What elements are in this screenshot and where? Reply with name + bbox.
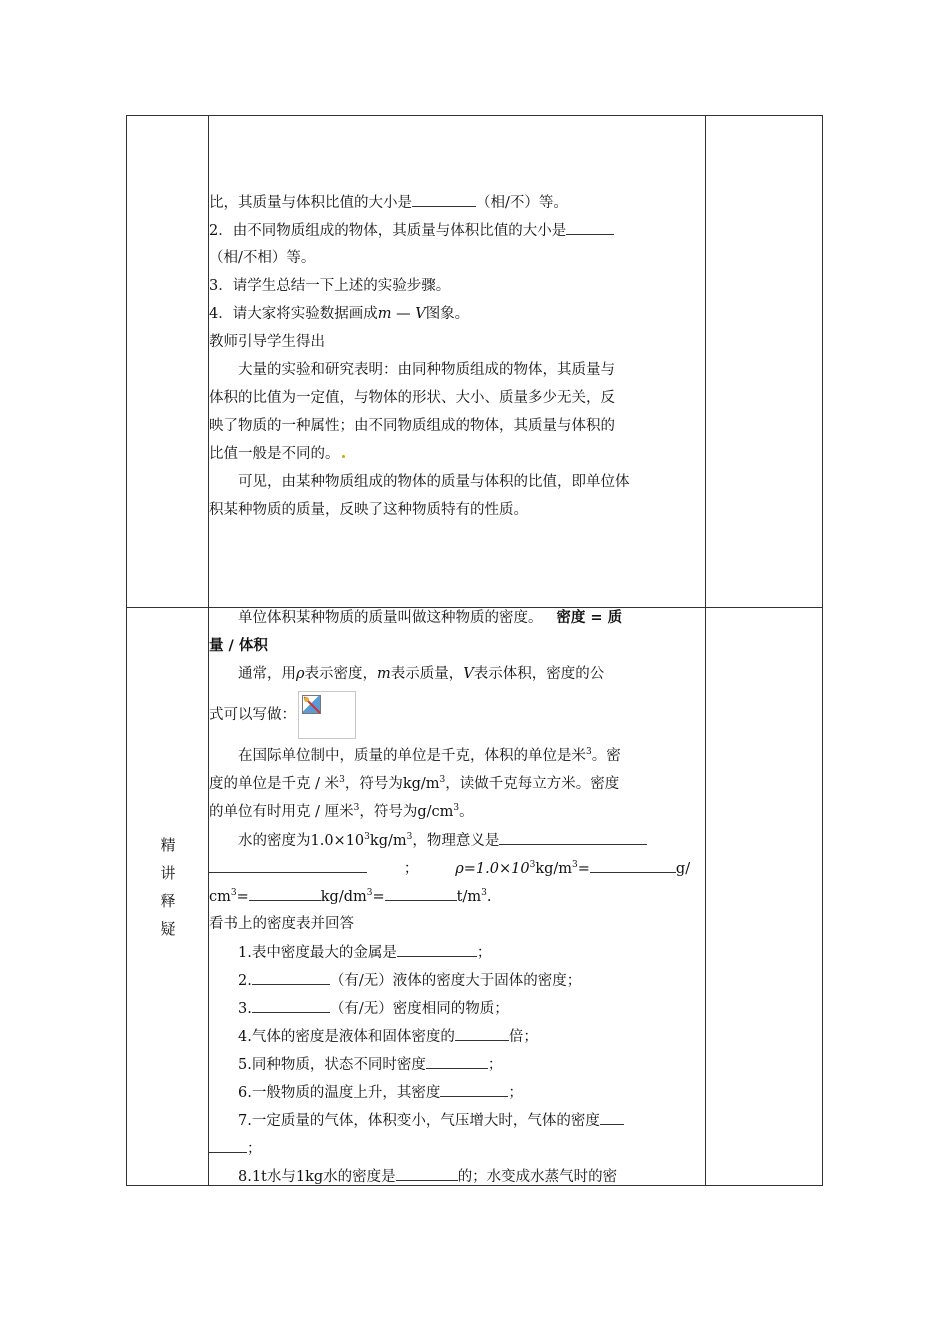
question-2: 2. （有/无）液体的密度大于固体的密度；	[209, 966, 705, 994]
row1-line-11: 可见，由某种物质组成的物体的质量与体积的比值，即单位体	[238, 474, 630, 490]
question-8: 8.1t水与1kg水的密度是 的；水变成水蒸气时的密	[209, 1162, 705, 1190]
lesson-table	[126, 115, 823, 1186]
question-6: 6.一般物质的温度上升，其密度 ；	[209, 1078, 705, 1106]
fill-blank[interactable]	[412, 188, 476, 207]
row1-line-9: 映了物质的一种属性；由不同物质组成的物体，其质量与体积的	[209, 418, 615, 434]
fill-blank[interactable]	[499, 826, 647, 845]
question-7: 7.一定质量的气体，体积变小，气压增大时，气体的密度	[209, 1106, 705, 1134]
fill-blank[interactable]	[252, 994, 330, 1013]
question-5: 5.同种物质，状态不同时密度 ；	[209, 1050, 705, 1078]
water-density-line-1: 水的密度为$1.0\times 10^3kg/m^3$，物理意义是	[209, 826, 705, 854]
row1-line-1: 比，其质量与体积比值的大小是 （相/不）等。	[209, 188, 705, 216]
definition-line-2: 量 / 体积	[209, 638, 268, 654]
fill-blank[interactable]	[455, 1022, 509, 1041]
question-4: 4.气体的密度是液体和固体密度的 倍；	[209, 1022, 705, 1050]
row1-line-2: 2．由不同物质组成的物体，其质量与体积比值的大小是	[209, 216, 705, 244]
column-divider-right	[705, 116, 706, 1185]
symbols-line: 通常，用ρ表示密度，m表示质量，V表示体积，密度的公	[238, 666, 605, 682]
fill-blank[interactable]	[209, 1134, 247, 1153]
dot-mark	[342, 455, 345, 458]
row1-line-10: 比值一般是不同的。	[209, 440, 705, 468]
water-density-line-2: ； $\rho=1.0\times 10^3kg/m^3= g/$	[209, 854, 705, 882]
fill-blank[interactable]	[397, 938, 477, 957]
fill-blank[interactable]	[252, 966, 330, 985]
row1-line-3: （相/不相）等。	[209, 250, 316, 266]
units-line-3: 的单位有时用克 / 厘米$^3$，符号为$g/cm^3$。	[209, 803, 474, 820]
section-label: 精 讲 释 疑	[160, 836, 176, 938]
units-line-2: 度的单位是千克 / 米$^3$，符号为$kg/m^3$，读做千克每立方米。密度	[209, 775, 620, 792]
row1-line-12: 积某种物质的质量，反映了这种物质特有的性质。	[209, 502, 528, 518]
units-line-1: 在国际单位制中，质量的单位是千克，体积的单位是米$^3$。密	[238, 747, 621, 764]
fill-blank[interactable]	[385, 882, 457, 901]
row2-content	[209, 604, 705, 1190]
row1-line-4: 3．请学生总结一下上述的实验步骤。	[209, 278, 451, 294]
question-1: 1.表中密度最大的金属是 ；	[209, 938, 705, 966]
row1-line-5: 4．请大家将实验数据画成m — V图象。	[209, 306, 470, 322]
fill-blank[interactable]	[209, 854, 367, 873]
definition-line-1: 单位体积某种物质的质量叫做这种物质的密度。 密度 = 质	[238, 610, 623, 626]
formula-image-icon	[298, 691, 356, 739]
row1-line-7: 大量的实验和研究表明：由同种物质组成的物体，其质量与	[238, 362, 615, 378]
density-table-prompt: 看书上的密度表并回答	[209, 916, 354, 932]
fill-blank[interactable]	[566, 216, 614, 235]
question-7-cont: ；	[209, 1134, 705, 1162]
water-density-line-3: $cm^3= kg/dm^3= t/m^3$.	[209, 882, 705, 910]
fill-blank[interactable]	[600, 1106, 624, 1125]
fill-blank[interactable]	[396, 1162, 458, 1181]
row1-line-8: 体积的比值为一定值，与物体的形状、大小、质量多少无关，反	[209, 390, 615, 406]
fill-blank[interactable]	[426, 1050, 488, 1069]
row1-content	[209, 188, 705, 524]
row1-line-6: 教师引导学生得出	[209, 334, 325, 350]
question-3: 3. （有/无）密度相同的物质；	[209, 994, 705, 1022]
fill-blank[interactable]	[590, 854, 676, 873]
fill-blank[interactable]	[440, 1078, 508, 1097]
formula-line: 式可以写做：	[209, 688, 705, 742]
fill-blank[interactable]	[249, 882, 321, 901]
